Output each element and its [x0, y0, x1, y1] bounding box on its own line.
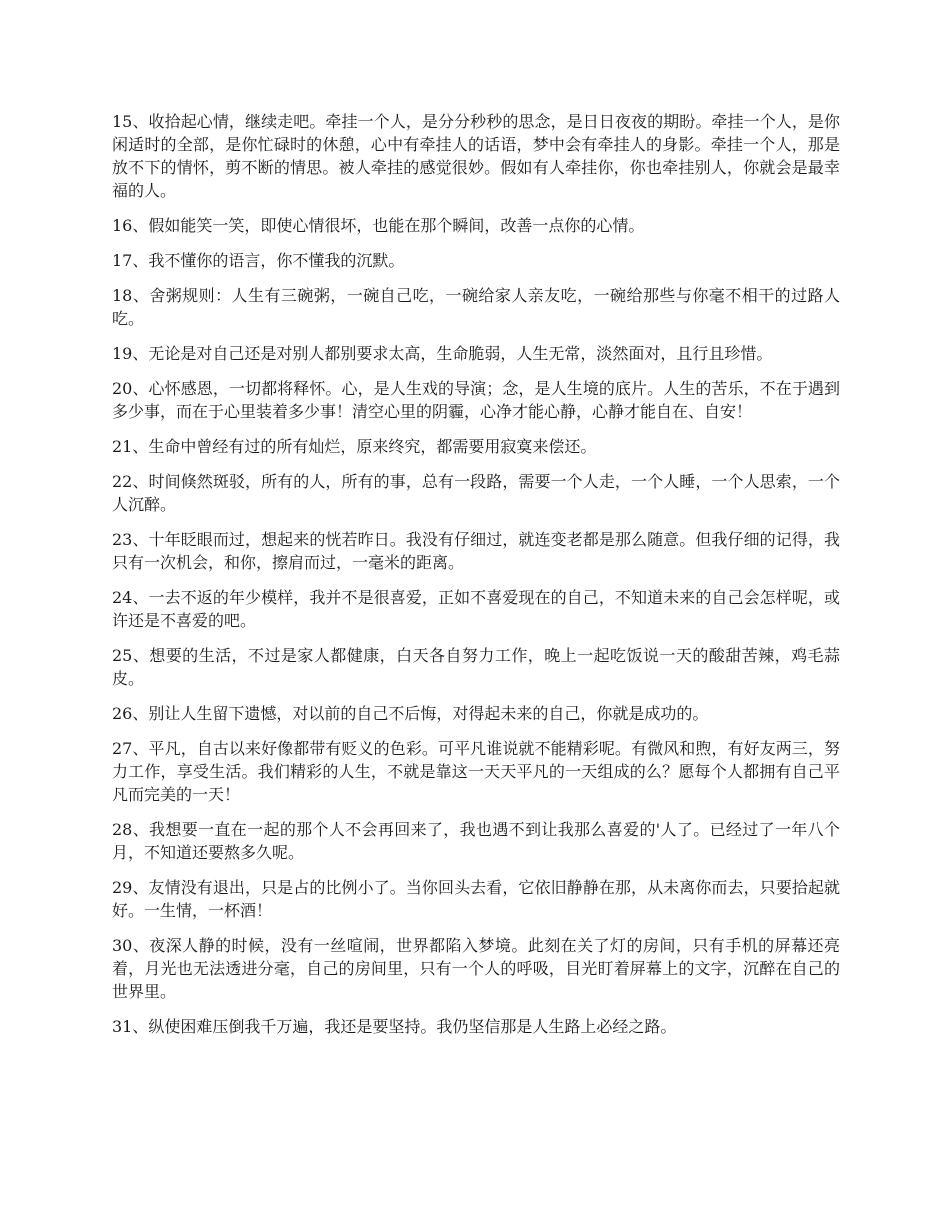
paragraph-31: 31、纵使困难压倒我千万遍，我还是要坚持。我仍坚信那是人生路上必经之路。: [112, 1017, 677, 1036]
paragraph-27: 27、平凡，自古以来好像都带有贬义的色彩。可平凡谁说就不能精彩呢。有微风和煦，有好友两三，努力工作，享受生活。我们精彩的人生，不就是靠这一天天平凡的一天组成的么？愿每个人都拥有自己平凡而完美的一天！: [112, 739, 840, 804]
paragraph-21: 21、生命中曾经有过的所有灿烂，原来终究，都需要用寂寞来偿还。: [112, 437, 597, 456]
paragraph-24: 24、一去不返的年少模样，我并不是很喜爱，正如不喜爱现在的自己，不知道未来的自己会怎样呢，或许还是不喜爱的吧。: [112, 588, 840, 630]
paragraph-17: 17、我不懂你的语言，你不懂我的沉默。: [112, 251, 405, 270]
paragraph-20: 20、心怀感恩，一切都将释怀。心，是人生戏的导演；念，是人生境的底片。人生的苦乐，不在于遇到多少事，而在于心里装着多少事！清空心里的阴霾，心净才能心静，心静才能自在、自安！: [112, 379, 840, 421]
paragraph-16: 16、假如能笑一笑，即使心情很坏，也能在那个瞬间，改善一点你的心情。: [112, 216, 645, 235]
paragraph-26: 26、别让人生留下遗憾，对以前的自己不后悔，对得起未来的自己，你就是成功的。: [112, 704, 709, 723]
paragraph-23: 23、十年眨眼而过，想起来的恍若昨日。我没有仔细过，就连变老都是那么随意。但我仔细的记得，我只有一次机会，和你，擦肩而过，一毫米的距离。: [112, 530, 840, 572]
paragraph-22: 22、时间倏然斑驳，所有的人，所有的事，总有一段路，需要一个人走，一个人睡，一个人思索，一个人沉醉。: [112, 472, 840, 514]
paragraph-19: 19、无论是对自己还是对别人都别要求太高，生命脆弱，人生无常，淡然面对，且行且珍惜。: [112, 344, 773, 363]
document-page: [112, 110, 840, 1050]
paragraph-29: 29、友情没有退出，只是占的比例小了。当你回头去看，它依旧静静在那，从未离你而去，只要拾起就好。一生情，一杯酒！: [112, 878, 840, 920]
paragraph-25: 25、想要的生活，不过是家人都健康，白天各自努力工作，晚上一起吃饭说一天的酸甜苦辣，鸡毛蒜皮。: [112, 646, 840, 688]
paragraph-30: 30、夜深人静的时候，没有一丝喧闹，世界都陷入梦境。此刻在关了灯的房间，只有手机的屏幕还亮着，月光也无法透进分毫，自己的房间里，只有一个人的呼吸，目光盯着屏幕上的文字，沉醉在自己的世界里。: [112, 936, 840, 1001]
paragraph-28: 28、我想要一直在一起的那个人不会再回来了，我也遇不到让我那么喜爱的'人了。已经过了一年八个月，不知道还要熬多久呢。: [112, 820, 840, 862]
paragraph-15: 15、收拾起心情，继续走吧。牵挂一个人，是分分秒秒的思念，是日日夜夜的期盼。牵挂一个人，是你闲适时的全部，是你忙碌时的休憩，心中有牵挂人的话语，梦中会有牵挂人的身影。牵挂一个人，那是放不下的情怀，剪不断的情思。被人牵挂的感觉很妙。假如有人牵挂你，你也牵挂别人，你就会是最幸福的人。: [112, 112, 840, 200]
paragraph-18: 18、舍粥规则：人生有三碗粥，一碗自己吃，一碗给家人亲友吃，一碗给那些与你毫不相干的过路人吃。: [112, 286, 840, 328]
